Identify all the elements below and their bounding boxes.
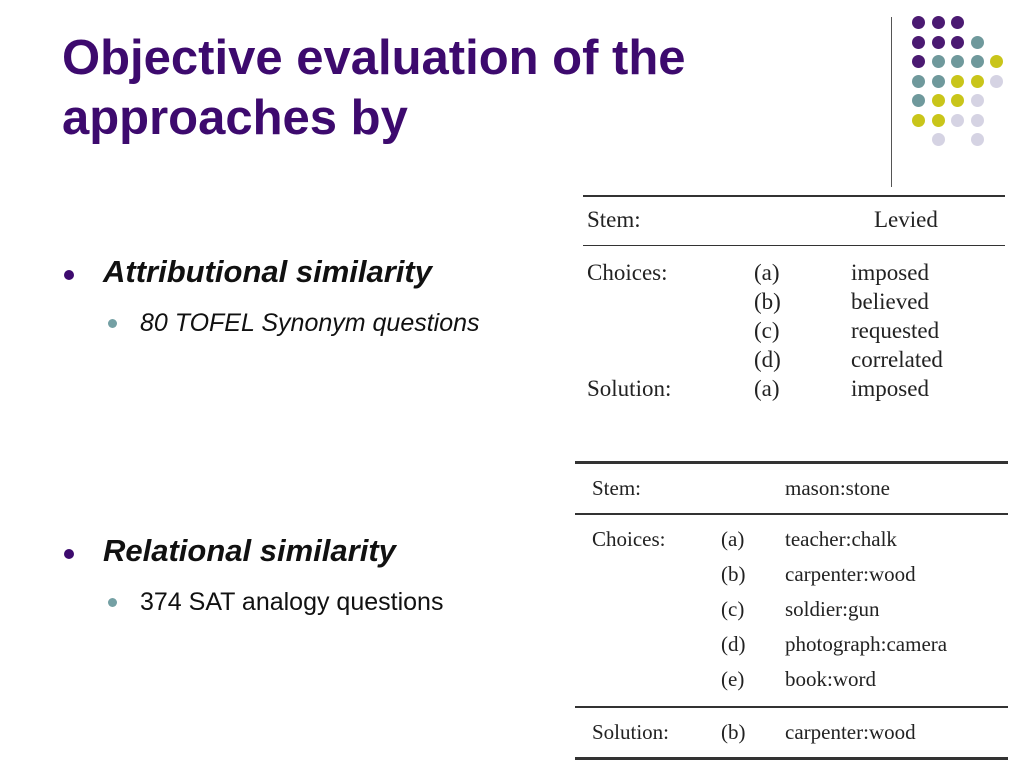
solution-key: (b): [721, 720, 746, 744]
decorative-dot: [932, 55, 945, 68]
bullet-dot: [64, 549, 74, 559]
bullet-relational-similarity: Relational similarity: [103, 533, 396, 568]
table-rule: [583, 195, 1005, 197]
decorative-dot: [912, 36, 925, 49]
decorative-dot: [971, 133, 984, 146]
decorative-dot: [990, 55, 1003, 68]
choice-key: (a): [754, 260, 780, 285]
choice-value: soldier:gun: [785, 597, 880, 621]
choice-key: (c): [721, 597, 745, 621]
choice-value: believed: [851, 289, 929, 314]
table-rule: [575, 461, 1008, 464]
synonym-question-table: [583, 195, 1005, 410]
decorative-dot: [932, 75, 945, 88]
choice-key: (a): [721, 527, 745, 551]
decorative-dot: [951, 94, 964, 107]
decorative-dot: [912, 55, 925, 68]
decorative-dot: [912, 114, 925, 127]
decorative-dot: [932, 133, 945, 146]
choice-key: (c): [754, 318, 780, 343]
decorative-dot: [951, 16, 964, 29]
decorative-dot: [990, 75, 1003, 88]
table-rule: [583, 245, 1005, 246]
choice-value: book:word: [785, 667, 876, 691]
decorative-dot: [971, 114, 984, 127]
decorative-dot: [971, 75, 984, 88]
decorative-dot: [971, 94, 984, 107]
choice-key: (e): [721, 667, 745, 691]
decorative-dot: [951, 114, 964, 127]
sub-bullet-tofel: 80 TOFEL Synonym questions: [140, 309, 480, 337]
stem-label: Stem:: [592, 476, 642, 500]
decorative-dot: [932, 36, 945, 49]
solution-key: (a): [754, 376, 780, 401]
decorative-dot: [951, 55, 964, 68]
decorative-dot: [912, 16, 925, 29]
choice-value: photograph:camera: [785, 632, 948, 656]
sub-bullet-dot: [108, 598, 117, 607]
decorative-dot: [912, 94, 925, 107]
solution-value: carpenter:wood: [785, 720, 916, 744]
decorative-dot: [932, 16, 945, 29]
table-rule: [575, 706, 1008, 708]
decorative-dot: [971, 55, 984, 68]
decorative-dot: [912, 75, 925, 88]
solution-label: Solution:: [592, 720, 670, 744]
sub-bullet-sat: 374 SAT analogy questions: [140, 588, 444, 616]
bullet-dot: [64, 270, 74, 280]
choice-value: teacher:chalk: [785, 527, 897, 551]
choice-key: (d): [754, 347, 781, 372]
analogy-question-table: [575, 461, 1008, 761]
sub-bullet-dot: [108, 319, 117, 328]
solution-value: imposed: [851, 376, 929, 401]
decorative-divider-line: [891, 17, 892, 187]
choice-key: (d): [721, 632, 746, 656]
table-rule: [575, 513, 1008, 515]
choice-key: (b): [721, 562, 746, 586]
choice-value: carpenter:wood: [785, 562, 916, 586]
bullet-attributional-similarity: Attributional similarity: [103, 254, 432, 289]
choices-label: Choices:: [587, 260, 668, 285]
solution-label: Solution:: [587, 376, 672, 401]
slide-title: Objective evaluation of the approaches by: [62, 31, 686, 145]
choice-value: correlated: [851, 347, 943, 372]
choice-key: (b): [754, 289, 781, 314]
stem-value: mason:stone: [785, 476, 890, 500]
choice-value: imposed: [851, 260, 929, 285]
decorative-dot: [932, 114, 945, 127]
decorative-dot: [971, 36, 984, 49]
table-rule: [575, 757, 1008, 760]
decorative-dot: [951, 75, 964, 88]
decorative-dot: [932, 94, 945, 107]
choices-label: Choices:: [592, 527, 666, 551]
stem-label: Stem:: [587, 207, 641, 232]
stem-value: Levied: [874, 207, 938, 232]
decorative-dot: [951, 36, 964, 49]
choice-value: requested: [851, 318, 940, 343]
